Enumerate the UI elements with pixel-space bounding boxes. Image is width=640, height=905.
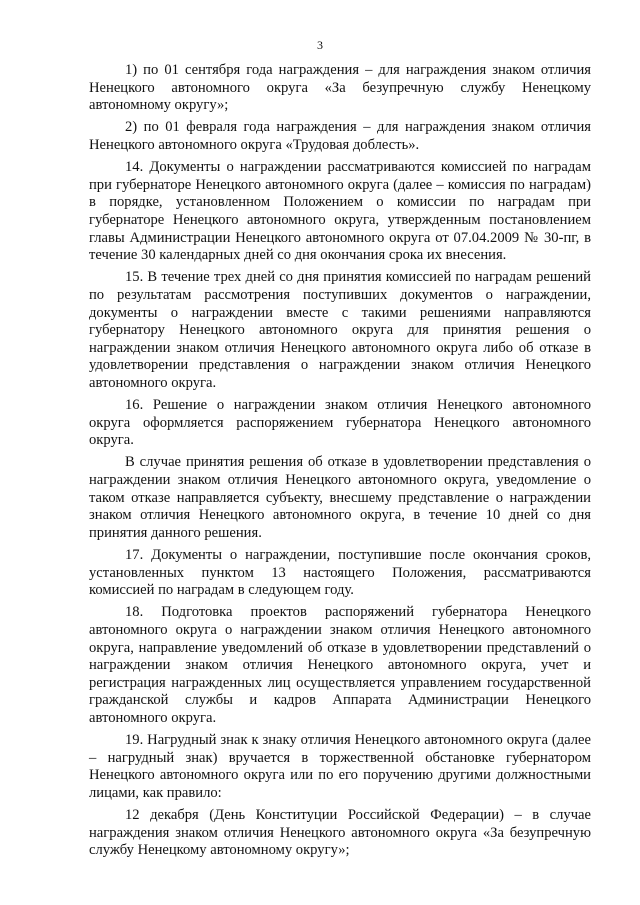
paragraph-16: 16. Решение о награждении знаком отличия Ненецкого автономного округа оформляется распоряжением губернатора Ненецкого автономного округа. bbox=[89, 397, 591, 449]
document-body bbox=[89, 62, 591, 864]
paragraph-19-dec12: 12 декабря (День Конституции Российской Федерации) – в случае награждения знаком отличия Ненецкого автономного округа «За безупречную службу Ненецкому автономному округу»; bbox=[89, 807, 591, 859]
paragraph-18: 18. Подготовка проектов распоряжений губернатора Ненецкого автономного округа о награждении знаком отличия Ненецкого автономного округа, направление уведомлений об отказе в удовлетворении представлений о награждении знаком отличия Ненецкого автономного округа, учет и регистрация награжденных лиц осуществляется управлением государственной гражданской службы и кадров Аппарата Администрации Ненецкого автономного округа. bbox=[89, 604, 591, 726]
paragraph-15: 15. В течение трех дней со дня принятия комиссией по наградам решений по результатам рассмотрения поступивших документов о награждении, документы о награждении вместе с такими решениями направляются губернатору Ненецкого автономного округа для принятия решения о награждении знаком отличия Ненецкого автономного округа либо об отказе в удовлетворении представления о награждении знаком отличия Ненецкого автономного округа. bbox=[89, 269, 591, 391]
page-number: 3 bbox=[317, 38, 323, 52]
paragraph-16-refusal: В случае принятия решения об отказе в удовлетворении представления о награждении знаком отличия Ненецкого автономного округа, уведомление о таком отказе направляется субъекту, внесшему представление о награждении знаком отличия Ненецкого автономного округа, в течение 10 дней со дня принятия данного решения. bbox=[89, 454, 591, 541]
paragraph-deadline-feb: 2) по 01 февраля года награждения – для награждения знаком отличия Ненецкого автономного округа «Трудовая доблесть». bbox=[89, 119, 591, 153]
paragraph-14: 14. Документы о награждении рассматриваются комиссией по наградам при губернаторе Ненецкого автономного округа (далее – комиссия по наградам) в порядке, установленном Положением о комиссии по наградам при губернаторе Ненецкого автономного округа, утвержденным постановлением главы Администрации Ненецкого автономного округа от 07.04.2009 № 30-пг, в течение 30 календарных дней со дня окончания срока их внесения. bbox=[89, 159, 591, 264]
paragraph-deadline-sept: 1) по 01 сентября года награждения – для награждения знаком отличия Ненецкого автономного округа «За безупречную службу Ненецкому автономному округу»; bbox=[89, 62, 591, 114]
paragraph-19: 19. Нагрудный знак к знаку отличия Ненецкого автономного округа (далее – нагрудный знак) вручается в торжественной обстановке губернатором Ненецкого автономного округа или по его поручению другими должностными лицами, как правило: bbox=[89, 732, 591, 801]
paragraph-17: 17. Документы о награждении, поступившие после окончания сроков, установленных пунктом 13 настоящего Положения, рассматриваются комиссией по наградам в следующем году. bbox=[89, 547, 591, 599]
